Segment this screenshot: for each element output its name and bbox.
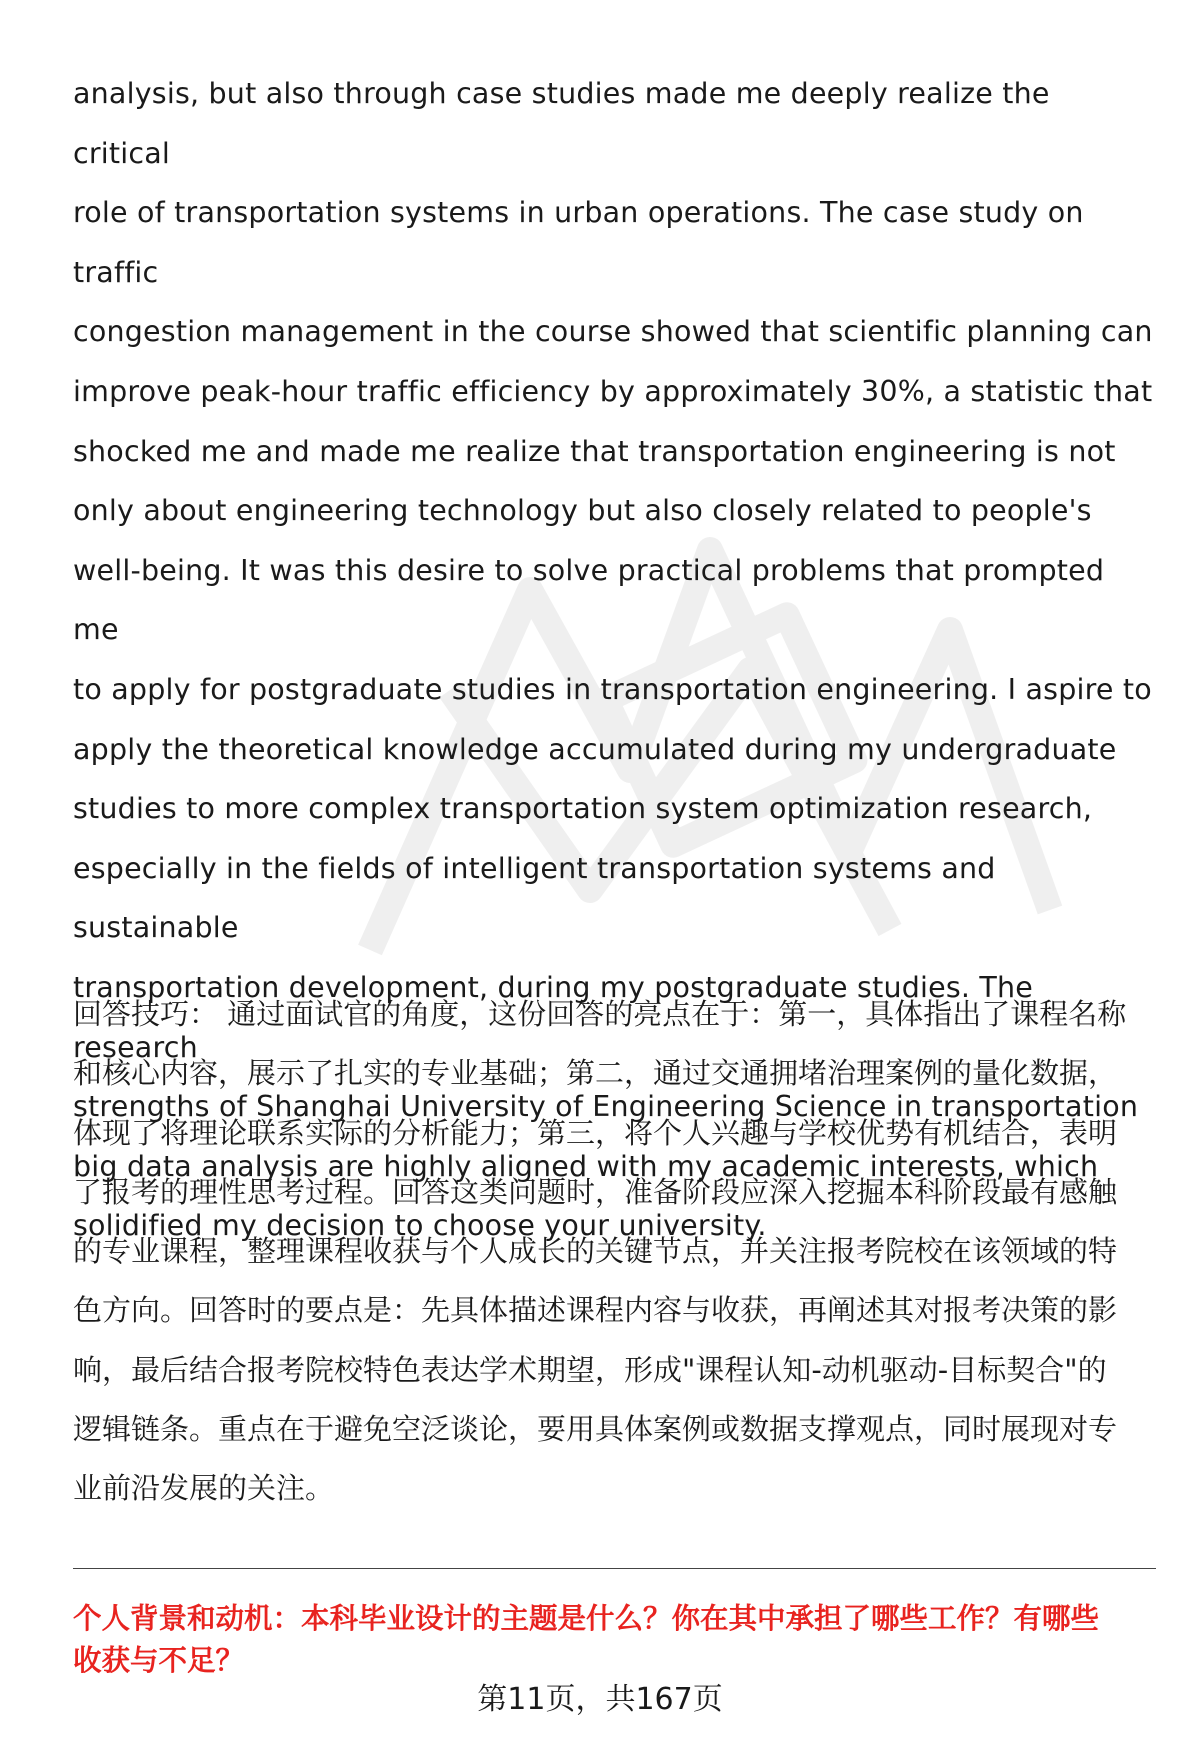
answer-body-text: analysis, but also through case studies made me deeply realize the critical role of transportation systems in urban operations. The case study on traffic congestion management in the course showed that scientific planning can improve peak-hour traffic efficiency by approximately 30%, a statistic that shocked me and made me realize that transportation engineering is not only about engineering technology but also closely related to people's well-being. It was this desire to solve practical problems that prompted me to apply for postgraduate studies in transportation engineering. I aspire to apply the theoretical knowledge accumulated during my undergraduate studies to more complex transportation system optimization research, especially in the fields of intelligent transportation systems and sustainable transportation development, during my postgraduate studies. The research strengths of Shanghai University of Engineering Science in transportation big data analysis are highly aligned with my academic interests, which solidified my decision to choose your university. xyxy=(73,77,1153,1243)
page-number-footer: 第11页，共167页 xyxy=(477,1682,723,1717)
answer-tips-text: 回答技巧： 通过面试官的角度，这份回答的亮点在于：第一，具体指出了课程名称 和核心内容，展示了扎实的专业基础；第二，通过交通拥堵治理案例的量化数据， 体现了将理论联系实际的分析能力；第三，将个人兴趣与学校优势有机结合，表明 了报考的理性思考过程。回答这类问题时，准备阶段应深入挖掘本科阶段最有感触 的专业课程，整理课程收获与个人成长的关键节点，并关注报考院校在该领域的特 色方向。回答时的要点是：先具体描述课程内容与收获，再阐述其对报考决策的影 响，最后结合报考院校特色表达学术期望，形成"课程认知-动机驱动-目标契合"的 逻辑链条。重点在于避免空泛谈论，要用具体案例或数据支撑观点，同时展现对专 业前沿发展的关注。 xyxy=(73,997,1127,1506)
section-divider xyxy=(73,1568,1156,1569)
next-question-heading: 个人背景和动机：本科毕业设计的主题是什么？你在其中承担了哪些工作？有哪些 收获与不足？ xyxy=(73,1602,1100,1677)
